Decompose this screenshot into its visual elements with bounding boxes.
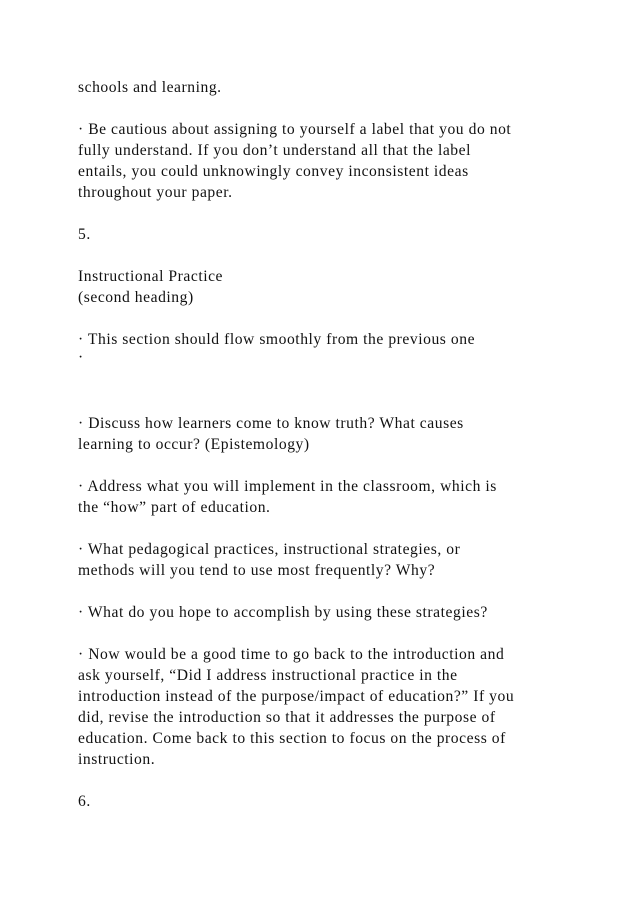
text-line: did, revise the introduction so that it addresses the purpose of: [78, 709, 496, 726]
section-number: 5.: [78, 226, 91, 243]
text-line: introduction instead of the purpose/impact of education?” If you: [78, 688, 515, 705]
bullet-line: · This section should flow smoothly from the previous one: [78, 331, 476, 348]
text-line: fully understand. If you don’t understand all that the label: [78, 142, 472, 159]
bullet-line: · Be cautious about assigning to yourself a label that you do not: [78, 121, 512, 138]
text-line: throughout your paper.: [78, 184, 233, 201]
bullet-line: · What do you hope to accomplish by using these strategies?: [78, 604, 488, 621]
text-line: methods will you tend to use most frequently? Why?: [78, 562, 436, 579]
bullet-line: · Address what you will implement in the classroom, which is: [78, 478, 497, 495]
section-subheading: (second heading): [78, 289, 194, 306]
section-number: 6.: [78, 793, 91, 810]
bullet-marker: ·: [78, 349, 84, 366]
bullet-line: · Now would be a good time to go back to the introduction and: [78, 646, 505, 663]
text-line: education. Come back to this section to focus on the process of: [78, 730, 506, 747]
text-line: entails, you could unknowingly convey inconsistent ideas: [78, 163, 469, 180]
text-line: the “how” part of education.: [78, 499, 271, 516]
text-line: instruction.: [78, 751, 156, 768]
section-heading: Instructional Practice: [78, 268, 224, 285]
text-line: learning to occur? (Epistemology): [78, 436, 310, 453]
bullet-line: · Discuss how learners come to know truth? What causes: [78, 415, 464, 432]
text-line: ask yourself, “Did I address instructional practice in the: [78, 667, 458, 684]
text-line: schools and learning.: [78, 79, 222, 96]
bullet-line: · What pedagogical practices, instructional strategies, or: [78, 541, 461, 558]
